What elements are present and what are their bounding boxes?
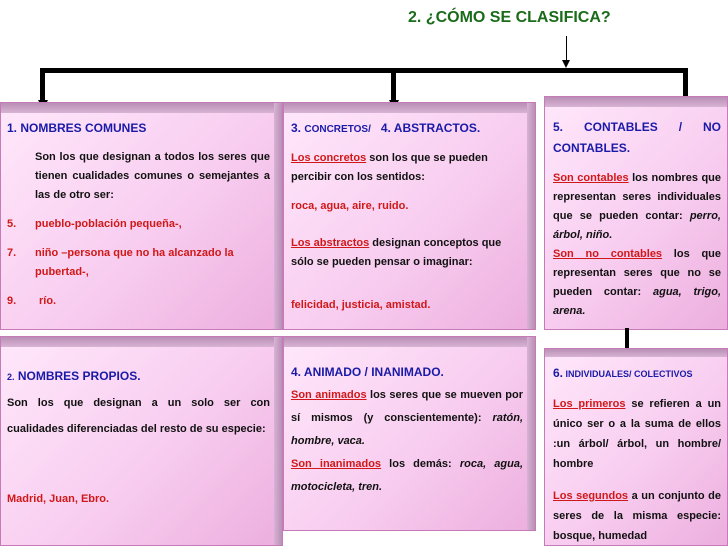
box-concretos-abstractos — [283, 102, 536, 330]
abstractos-text: Los abstractos designan conceptos que sólo se pueden pensar o imaginar: — [291, 237, 502, 268]
examples-text: Madrid, Juan, Ebro. — [7, 493, 110, 505]
inanimados-text: Son inanimados los demás: roca, agua, motocicleta, tren. — [291, 458, 523, 493]
horizontal-bracket — [40, 68, 688, 73]
bracket-leg-middle — [391, 68, 396, 102]
example-item: 5. pueblo-población pequeña-, — [7, 218, 182, 230]
box-nombres-comunes — [0, 102, 283, 330]
concretos-text: Los concretos son los que se pueden percibir con los sentidos: — [291, 152, 488, 183]
box-contables — [544, 96, 728, 330]
box-heading: 6. INDIVIDUALES/ COLECTIVOS — [553, 366, 693, 380]
abstractos-examples: felicidad, justicia, amistad. — [291, 299, 431, 311]
box-individuales-colectivos — [544, 348, 728, 546]
segundos-text: Los segundos a un conjunto de seres de la misma especie: bosque, humedad — [553, 490, 721, 542]
example-item: 7. niño –persona que no ha alcanzado la pubertad-, — [7, 247, 234, 278]
title-connector-line — [566, 36, 567, 62]
box-heading: 4. ANIMADO / INANIMADO. — [291, 365, 444, 379]
example-item: 9. río. — [7, 295, 57, 307]
bracket-leg-left — [40, 68, 45, 102]
page-title: 2. ¿CÓMO SE CLASIFICA? — [408, 9, 611, 26]
definition-text: Son los que designan a un solo ser con cualidades diferenciadas del resto de su especie: — [7, 397, 270, 435]
definition-text: Son los que designan a todos los seres que tienen cualidades comunes o semejantes a las de otro ser: — [35, 151, 270, 201]
animados-text: Son animados los seres que se mueven por sí mismos (y conscientemente): ratón, hombre, vaca. — [291, 389, 523, 447]
box-nombres-propios — [0, 336, 283, 546]
concretos-examples: roca, agua, aire, ruido. — [291, 200, 409, 212]
arrow-down-icon — [562, 60, 570, 68]
box-heading: 1. NOMBRES COMUNES — [7, 121, 147, 135]
contables-text: Son contables los nombres que representan seres individuales que se pueden contar: perro, árbol, niño. — [553, 172, 721, 241]
box-heading: 2. NOMBRES PROPIOS. — [7, 369, 141, 383]
box-heading: 3. CONCRETOS/ 4. ABSTRACTOS. — [291, 121, 481, 135]
box-animado-inanimado — [283, 336, 536, 531]
primeros-text: Los primeros se refieren a un único ser o a la suma de ellos :un árbol/ árbol, un hombre/ hombre — [553, 398, 722, 470]
box-heading: 5. CONTABLES / NO CONTABLES. — [553, 120, 721, 155]
no-contables-text: Son no contables los que representan seres que no se pueden contar: agua, trigo, arena. — [553, 248, 721, 317]
